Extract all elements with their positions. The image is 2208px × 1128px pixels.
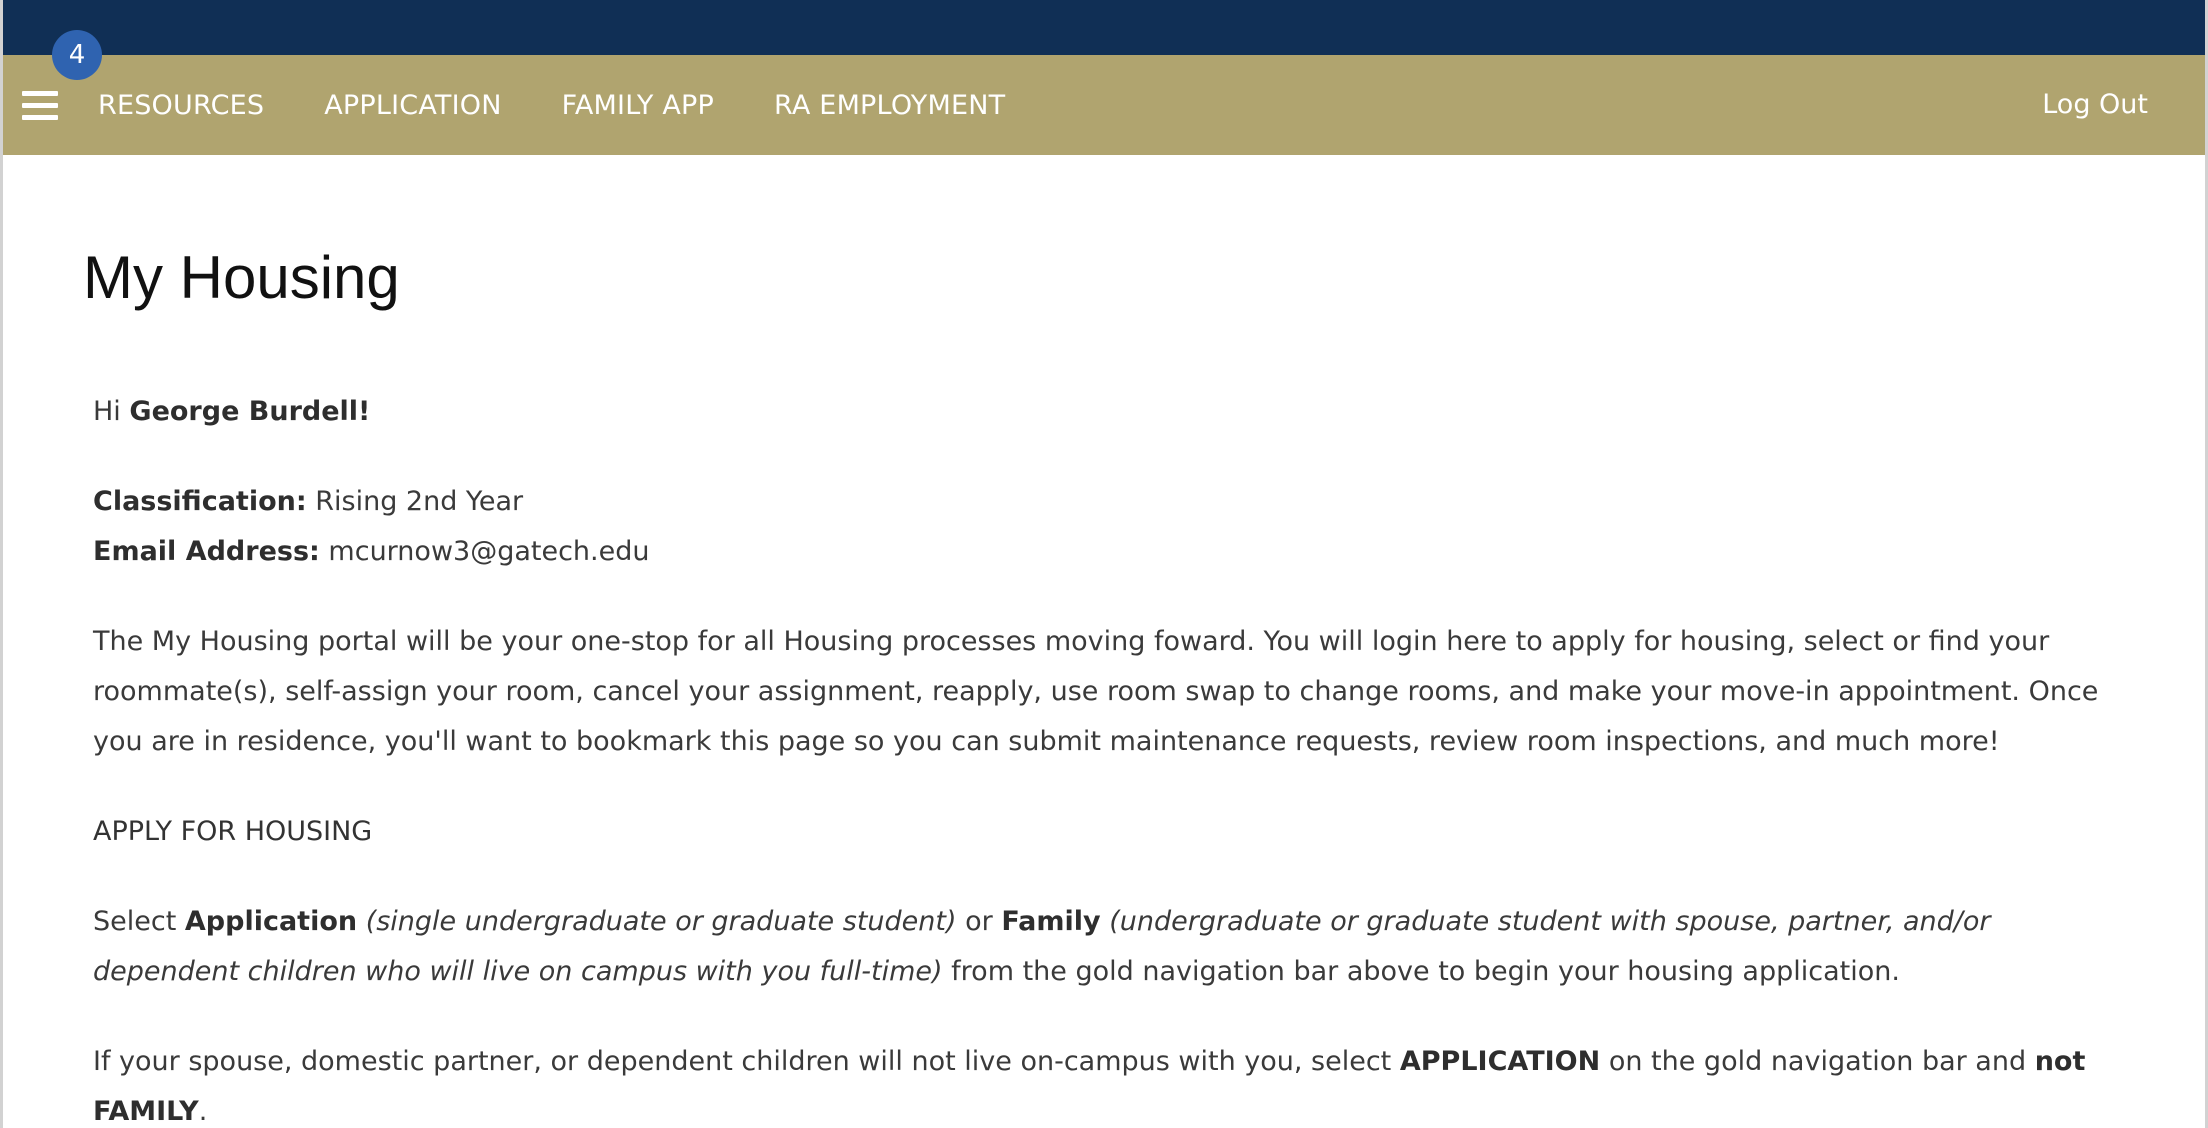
gold-navigation-bar bbox=[0, 55, 2208, 155]
apply-heading: APPLY FOR HOUSING bbox=[93, 816, 373, 847]
select-or: or bbox=[965, 906, 993, 937]
menu-bar-line bbox=[22, 91, 58, 96]
nav-item-application[interactable]: APPLICATION bbox=[324, 89, 502, 121]
hamburger-menu-icon[interactable] bbox=[22, 91, 58, 121]
classification-label: Classification: bbox=[93, 486, 307, 517]
nav-item-ra-employment[interactable]: RA EMPLOYMENT bbox=[773, 89, 1006, 121]
classification-value: Rising 2nd Year bbox=[315, 486, 524, 517]
page-title: My Housing bbox=[83, 244, 400, 311]
spouse-not-family: not FAMILY bbox=[93, 1046, 2086, 1127]
spouse-application: APPLICATION bbox=[1399, 1046, 1601, 1077]
spouse-end: . bbox=[198, 1096, 208, 1127]
greeting bbox=[93, 387, 2133, 437]
logout-link[interactable]: Log Out bbox=[2042, 89, 2148, 120]
select-family: Family bbox=[1001, 906, 1101, 937]
spouse-middle: on the gold navigation bar and bbox=[1608, 1046, 2027, 1077]
email-line bbox=[93, 527, 2133, 577]
select-prefix: Select bbox=[93, 906, 177, 937]
select-application: Application bbox=[184, 906, 358, 937]
nav-item-family-app[interactable]: FAMILY APP bbox=[561, 89, 714, 121]
select-family-desc: (undergraduate or graduate student with spouse, partner, and/or dependent children who will live on campus with you full-time) bbox=[93, 906, 1991, 987]
select-paragraph bbox=[93, 897, 2133, 997]
notification-badge[interactable]: 4 bbox=[52, 30, 102, 80]
menu-bar-line bbox=[22, 115, 58, 120]
spouse-paragraph bbox=[93, 1037, 2133, 1128]
spouse-prefix: If your spouse, domestic partner, or dependent children will not live on-campus with you, select bbox=[93, 1046, 1392, 1077]
window-left-border bbox=[0, 0, 3, 1128]
greeting-prefix: Hi bbox=[93, 396, 121, 427]
select-suffix: from the gold navigation bar above to begin your housing application. bbox=[951, 956, 1900, 987]
select-application-desc: (single undergraduate or graduate student) bbox=[365, 906, 957, 937]
user-name: George Burdell! bbox=[129, 396, 371, 427]
classification-line bbox=[93, 477, 2133, 527]
nav-links bbox=[98, 55, 1065, 155]
intro-paragraph: The My Housing portal will be your one-stop for all Housing processes moving foward. You will login here to apply for housing, select or find your roommate(s), self-assign your room, cancel your assignment, reapply, use room swap to change rooms, and make your move-in appointment. Once you are in residence, you'll want to bookmark this page so you can submit maintenance requests, review room inspections, and much more! bbox=[93, 626, 2099, 757]
nav-item-resources[interactable]: RESOURCES bbox=[98, 89, 265, 121]
top-banner bbox=[0, 0, 2208, 55]
email-value: mcurnow3@gatech.edu bbox=[328, 536, 650, 567]
page-body bbox=[93, 387, 2133, 1128]
email-label: Email Address: bbox=[93, 536, 320, 567]
menu-bar-line bbox=[22, 103, 58, 108]
